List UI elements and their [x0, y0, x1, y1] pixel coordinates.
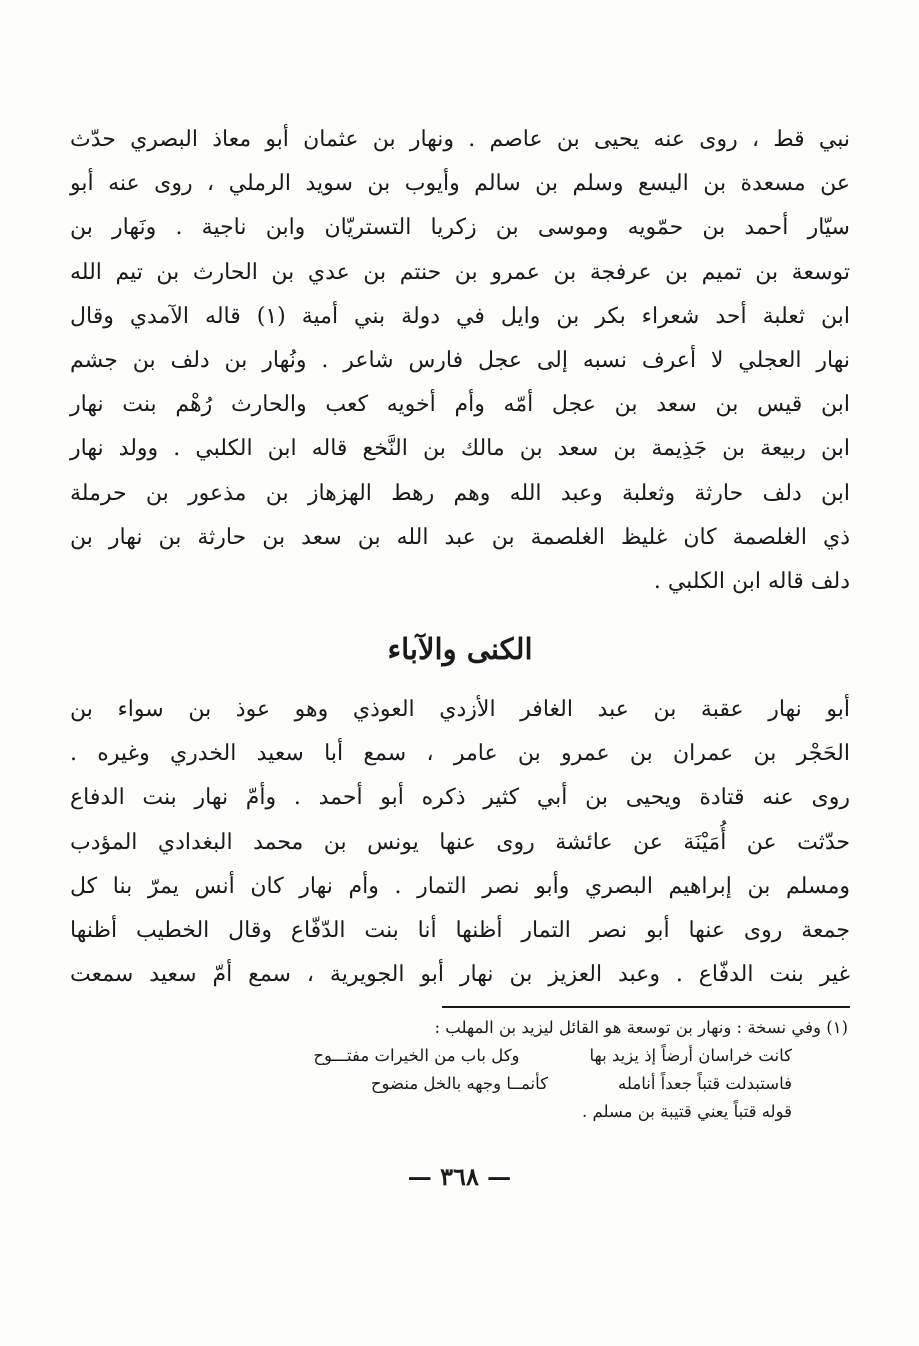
text-line: ومسلم بن إبراهيم البصري وأبو نصر التمار . وأم نهار كان أنس يمرّ بنا كل	[70, 873, 850, 899]
text-line: جمعة روى عنها أبو نصر التمار أظنها أنا بنت الدّفّاع وقال الخطيب أظنها	[70, 918, 850, 944]
body-paragraph-1	[70, 118, 850, 604]
text-line: حدّثت عن أُمَيْنَة عن عائشة روى عنها يونس بن محمد البغدادي المؤدب	[70, 829, 850, 855]
text-line: ذي الغلصمة كان غليظ الغلصمة بن عبد الله بن سعد بن حارثة بن نهار بن	[70, 524, 850, 550]
text-line: سيّار أحمد بن حمّويه وموسى بن زكريا التستريّان وابن ناجية . ونَهار بن	[70, 215, 850, 241]
verse-line	[90, 1070, 848, 1098]
text-line: غير بنت الدفّاع . وعبد العزيز بن نهار أبو الجويرية ، سمع أمّ سعيد سمعت	[70, 962, 850, 988]
text-line: نهار العجلي لا أعرف نسبه إلى عجل فارس شاعر . ونُهار بن دلف بن جشم	[70, 348, 850, 374]
verse-first-hemistich: كانت خراسان أرضاً إذ يزيد بها	[589, 1046, 792, 1065]
footnote-divider	[442, 1006, 850, 1008]
verse-first-hemistich: فاستبدلت قتباً جعداً أنامله	[618, 1074, 792, 1093]
text-line: توسعة بن تميم بن عرفجة بن عمرو بن حنتم بن عدي بن الحارث بن تيم الله	[70, 259, 850, 285]
verse-second-hemistich: وكل باب من الخيرات مفتـــوح	[313, 1046, 520, 1065]
section-heading: الكنى والآباء	[387, 632, 533, 666]
text-line: دلف قاله ابن الكلبي .	[653, 569, 850, 595]
text-line: أبو نهار عقبة بن عبد الغافر الأزدي العوذي وهو عوذ بن سواء بن	[70, 697, 850, 722]
text-line: نبي قط ، روى عنه يحيى بن عاصم . ونهار بن عثمان أبو معاذ البصري حدّث	[70, 127, 851, 152]
text-line: عن مسعدة بن اليسع وسلم بن سالم وأيوب بن سويد الرملي ، روى عنه أبو	[70, 171, 850, 197]
footnote-intro: (١) وفي نسخة : ونهار بن توسعة هو القائل ليزيد بن المهلب :	[434, 1018, 848, 1037]
footnote-closing: قوله قتباً يعني قتيبة بن مسلم .	[582, 1102, 792, 1121]
verse-line	[90, 1042, 848, 1070]
text-line: ابن ثعلبة أحد شعراء بكر بن وايل في دولة بني أمية (١) قاله الآمدي وقال	[70, 303, 850, 329]
body-paragraph-2	[70, 688, 850, 997]
page-number: — ٣٦٨ —	[407, 1162, 512, 1191]
verse-second-hemistich: كأنمــا وجهه بالخل منضوح	[370, 1074, 549, 1093]
text-line: ابن دلف حارثة وثعلبة وعبد الله وهم رهط الهزهاز بن مذعور بن حرملة	[70, 480, 850, 506]
text-line: روى عنه قتادة ويحيى بن أبي كثير ذكره أبو أحمد . وأمّ نهار بنت الدفاع	[70, 785, 850, 811]
footnote	[90, 1014, 848, 1126]
text-line: ابن قيس بن سعد بن عجل أمّه وأم أخويه كعب والحارث رُهْم بنت نهار	[70, 392, 850, 418]
text-line: الحَجْر بن عمران بن عمرو بن عامر ، سمع أبا سعيد الخدري وغيره .	[70, 741, 850, 767]
text-line: ابن ربيعة بن جَذِيمة بن سعد بن مالك بن النَّخع قاله ابن الكلبي . وولد نهار	[70, 436, 850, 462]
